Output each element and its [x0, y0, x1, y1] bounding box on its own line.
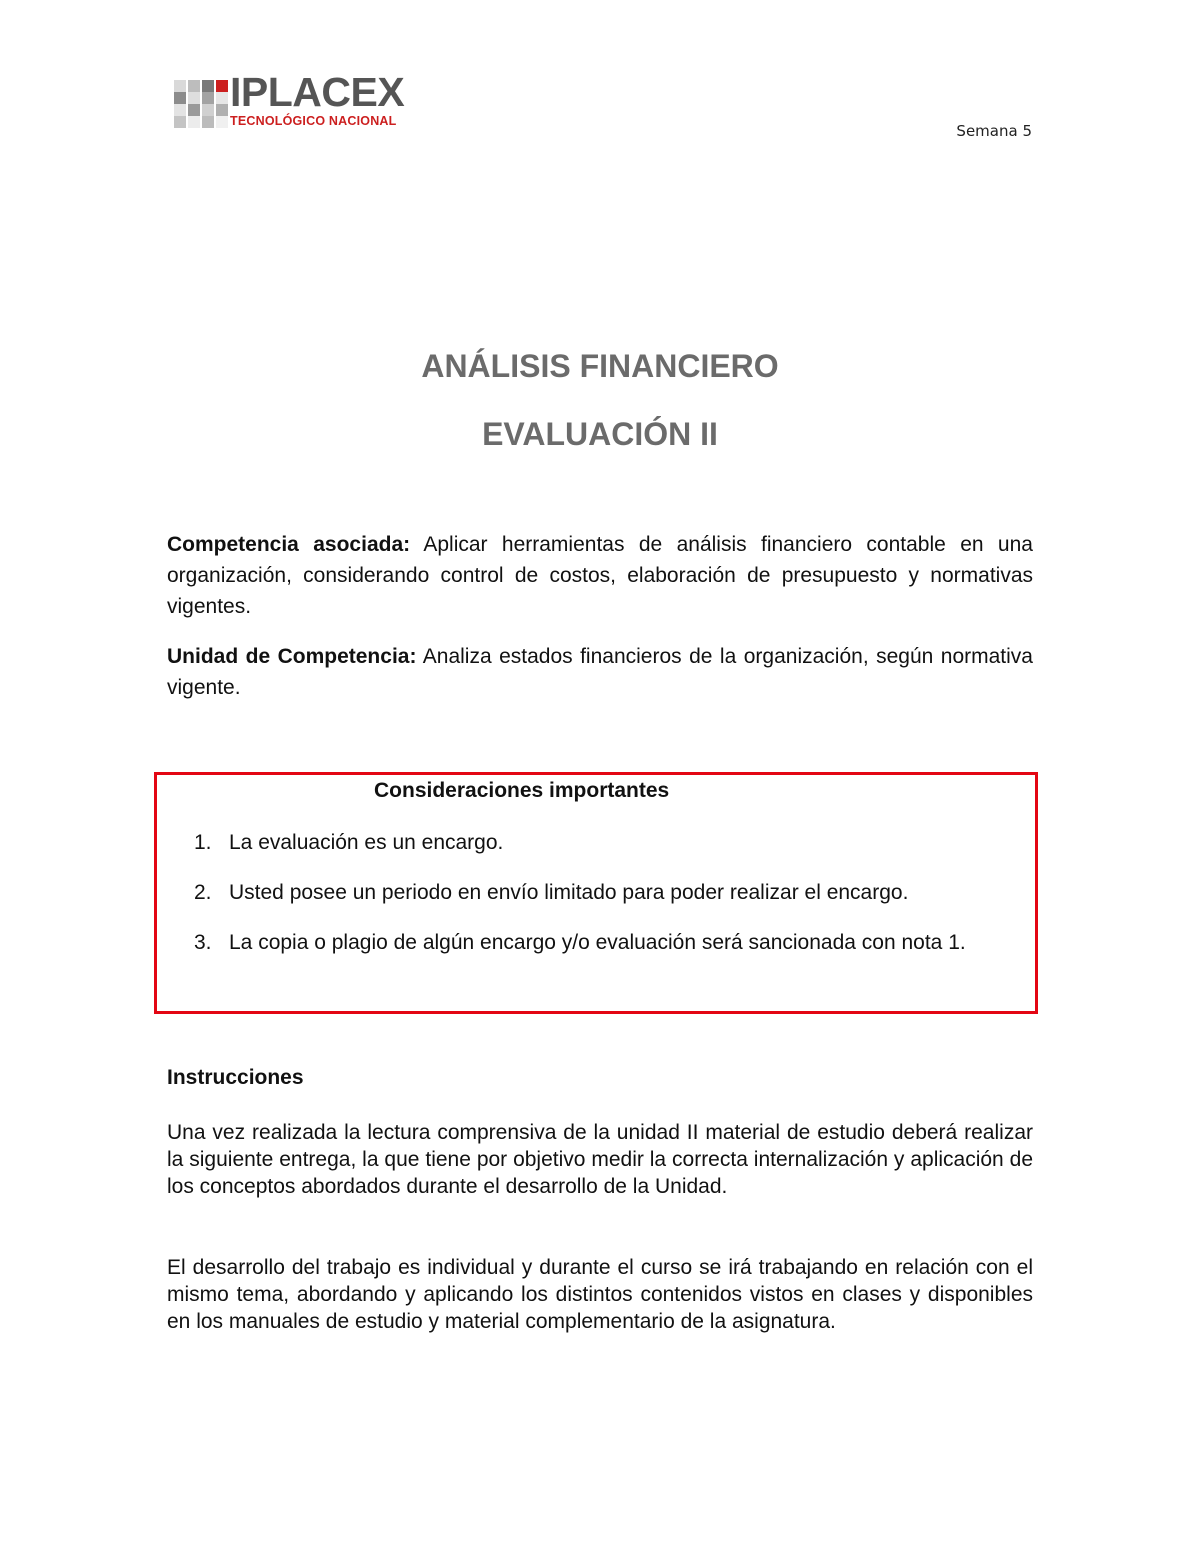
list-item-number: 2.	[194, 881, 212, 904]
unidad-text: Analiza estados financieros de la organización, según normativa vigente.	[167, 645, 1033, 699]
list-item-text: Usted posee un periodo en envío limitado para poder realizar el encargo.	[229, 881, 909, 904]
instructions-paragraph-2: El desarrollo del trabajo es individual y durante el curso se irá trabajando en relación con el mismo tema, abordando y aplicando los distintos contenidos vistos en clases y disponibles en los manuales de estudio y material complementario de la asignatura.	[167, 1256, 1033, 1333]
considerations-list	[157, 829, 1035, 979]
competencia-label: Competencia asociada:	[167, 533, 411, 556]
list-item	[157, 829, 1035, 857]
list-item	[157, 929, 1035, 957]
week-label: Semana 5	[956, 122, 1032, 140]
logo-name: IPLACEX	[230, 69, 405, 115]
logo-subtitle: TECNOLÓGICO NACIONAL	[230, 114, 397, 128]
evaluation-title: EVALUACIÓN II	[482, 416, 718, 452]
instructions-paragraph-1: Una vez realizada la lectura comprensiva de la unidad II material de estudio deberá realizar la siguiente entrega, la que tiene por objetivo medir la correcta internalización y aplicación de los conceptos abordados durante el desarrollo de la Unidad.	[167, 1121, 1033, 1198]
list-item-number: 1.	[194, 831, 212, 854]
unidad-paragraph	[167, 641, 1033, 703]
competencia-paragraph	[167, 529, 1033, 622]
list-item-text: La evaluación es un encargo.	[229, 831, 504, 854]
iplacex-logo	[174, 69, 414, 132]
list-item	[157, 879, 1035, 907]
considerations-box	[154, 772, 1038, 1014]
unidad-label: Unidad de Competencia:	[167, 645, 417, 668]
considerations-title: Consideraciones importantes	[374, 779, 670, 802]
list-item-text: La copia o plagio de algún encargo y/o evaluación será sancionada con nota 1.	[229, 931, 966, 954]
list-item-number: 3.	[194, 931, 212, 954]
course-title: ANÁLISIS FINANCIERO	[421, 348, 779, 384]
instructions-heading: Instrucciones	[167, 1066, 304, 1089]
competencia-text: Aplicar herramientas de análisis financiero contable en una organización, considerando control de costos, elaboración de presupuesto y normativas vigentes.	[167, 533, 1033, 618]
logo-mosaic-icon	[174, 80, 228, 128]
